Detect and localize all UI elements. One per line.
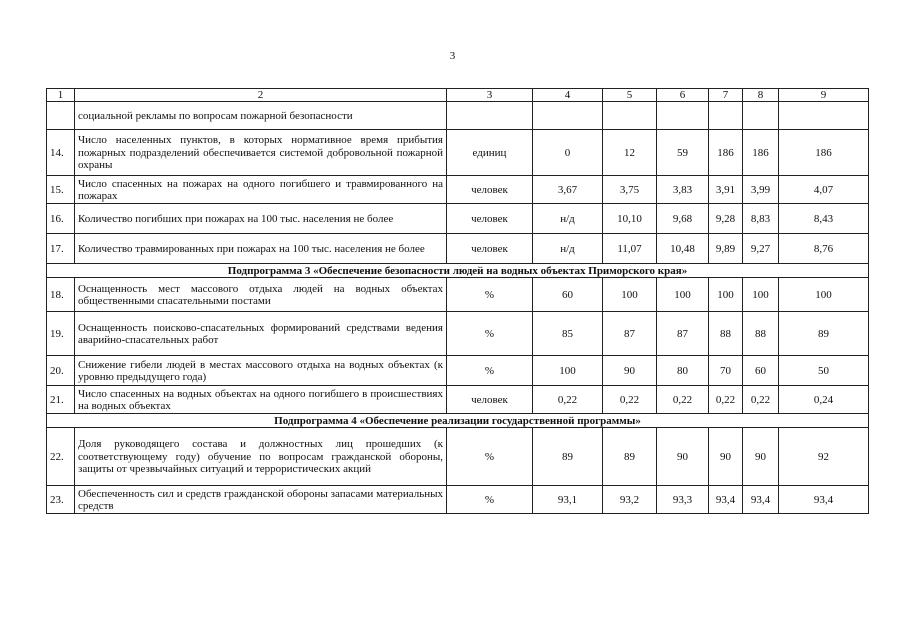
indicator-value: 0,22 [533, 386, 603, 414]
table-row [47, 486, 869, 514]
indicator-value: 85 [533, 312, 603, 356]
column-number: 1 [47, 89, 75, 102]
row-number [47, 102, 75, 130]
indicator-value: 80 [657, 356, 709, 386]
row-number: 22. [47, 428, 75, 486]
indicator-value: 0,22 [603, 386, 657, 414]
indicator-value: 186 [779, 130, 869, 176]
indicator-value: 8,43 [779, 204, 869, 234]
indicator-value: 0 [533, 130, 603, 176]
indicator-value: 60 [743, 356, 779, 386]
indicator-value: 0,24 [779, 386, 869, 414]
indicator-value: 93,4 [743, 486, 779, 514]
indicator-value: 3,75 [603, 176, 657, 204]
indicator-value: 0,22 [657, 386, 709, 414]
column-number: 7 [709, 89, 743, 102]
indicator-value: 0,22 [743, 386, 779, 414]
table-row [47, 312, 869, 356]
subprogram-heading: Подпрограмма 3 «Обеспечение безопасности людей на водных объектах Приморского края» [47, 264, 869, 278]
indicator-value: 0,22 [709, 386, 743, 414]
table-row [47, 130, 869, 176]
subprogram-heading-row [47, 414, 869, 428]
column-number: 8 [743, 89, 779, 102]
row-number: 21. [47, 386, 75, 414]
indicator-name: Обеспеченность сил и средств гражданской обороны запасами материальных средств [75, 486, 447, 514]
row-number: 17. [47, 234, 75, 264]
unit: % [447, 486, 533, 514]
indicator-value: 9,89 [709, 234, 743, 264]
table-row [47, 176, 869, 204]
row-number: 18. [47, 278, 75, 312]
indicator-value: 100 [603, 278, 657, 312]
indicator-value: 100 [533, 356, 603, 386]
unit: % [447, 278, 533, 312]
table-row [47, 234, 869, 264]
indicator-value: 3,67 [533, 176, 603, 204]
unit: % [447, 356, 533, 386]
indicator-value [533, 102, 603, 130]
indicator-value: 186 [743, 130, 779, 176]
indicator-name: Снижение гибели людей в местах массового отдыха на водных объектах (к уровню предыдущего года) [75, 356, 447, 386]
indicator-value: 3,83 [657, 176, 709, 204]
indicator-value: 90 [709, 428, 743, 486]
indicator-value [743, 102, 779, 130]
indicator-name: Число населенных пунктов, в которых нормативное время прибытия пожарных подразделений обеспечивается системой добровольной пожарной охраны [75, 130, 447, 176]
indicator-value: 92 [779, 428, 869, 486]
indicator-value: 100 [779, 278, 869, 312]
indicator-name: Количество погибших при пожарах на 100 тыс. населения не более [75, 204, 447, 234]
row-number: 19. [47, 312, 75, 356]
unit: % [447, 312, 533, 356]
column-number: 2 [75, 89, 447, 102]
indicator-name: Доля руководящего состава и должностных лиц прошедших (к соответствующему году) обучение по вопросам гражданской обороны, защиты от чрезвычайных ситуаций и террористических акций [75, 428, 447, 486]
indicator-value [709, 102, 743, 130]
indicator-name: Число спасенных на водных объектах на одного погибшего в происшествиях на водных объектах [75, 386, 447, 414]
indicator-value: 89 [533, 428, 603, 486]
indicator-value: 70 [709, 356, 743, 386]
indicator-value: н/д [533, 204, 603, 234]
column-number: 5 [603, 89, 657, 102]
unit: % [447, 428, 533, 486]
table-row [47, 278, 869, 312]
indicator-value: 87 [603, 312, 657, 356]
row-number: 14. [47, 130, 75, 176]
row-number: 23. [47, 486, 75, 514]
indicator-value: 10,48 [657, 234, 709, 264]
unit: человек [447, 386, 533, 414]
indicator-value: 9,27 [743, 234, 779, 264]
unit: человек [447, 234, 533, 264]
page-number: 3 [449, 50, 456, 62]
indicators-table [46, 88, 869, 514]
indicator-value: 100 [709, 278, 743, 312]
column-number-row [47, 89, 869, 102]
indicator-value: 186 [709, 130, 743, 176]
indicator-value: 3,91 [709, 176, 743, 204]
indicator-name: Число спасенных на пожарах на одного погибшего и травмированного на пожарах [75, 176, 447, 204]
indicator-value: 50 [779, 356, 869, 386]
unit: единиц [447, 130, 533, 176]
table-row [47, 204, 869, 234]
subprogram-heading-row [47, 264, 869, 278]
indicator-value: 88 [743, 312, 779, 356]
unit: человек [447, 204, 533, 234]
indicator-value: 4,07 [779, 176, 869, 204]
indicator-value: 89 [603, 428, 657, 486]
indicator-value: 93,4 [709, 486, 743, 514]
indicator-value: 93,2 [603, 486, 657, 514]
indicator-value: 11,07 [603, 234, 657, 264]
column-number: 9 [779, 89, 869, 102]
table-row [47, 428, 869, 486]
column-number: 6 [657, 89, 709, 102]
indicator-value [657, 102, 709, 130]
column-number: 3 [447, 89, 533, 102]
table-body [47, 89, 869, 514]
indicator-value: 12 [603, 130, 657, 176]
indicator-value [603, 102, 657, 130]
indicator-value: 10,10 [603, 204, 657, 234]
indicator-value: 3,99 [743, 176, 779, 204]
indicator-value: 9,68 [657, 204, 709, 234]
indicator-value: 87 [657, 312, 709, 356]
indicator-value: 8,76 [779, 234, 869, 264]
indicator-value: 93,1 [533, 486, 603, 514]
indicator-name: Оснащенность поисково-спасательных формирований средствами ведения аварийно-спасательных работ [75, 312, 447, 356]
indicator-value: 8,83 [743, 204, 779, 234]
indicator-value: 90 [743, 428, 779, 486]
indicator-value: 100 [657, 278, 709, 312]
column-number: 4 [533, 89, 603, 102]
indicator-value: 93,3 [657, 486, 709, 514]
indicator-value: 89 [779, 312, 869, 356]
indicator-value: 100 [743, 278, 779, 312]
indicator-name: Количество травмированных при пожарах на 100 тыс. населения не более [75, 234, 447, 264]
table-row [47, 102, 869, 130]
indicator-value: 9,28 [709, 204, 743, 234]
table-row [47, 386, 869, 414]
indicator-value: 90 [603, 356, 657, 386]
indicator-value: 93,4 [779, 486, 869, 514]
indicator-value: 90 [657, 428, 709, 486]
indicator-value: н/д [533, 234, 603, 264]
indicator-name: Оснащенность мест массового отдыха людей на водных объектах общественными спасательными постами [75, 278, 447, 312]
row-number: 16. [47, 204, 75, 234]
table-row [47, 356, 869, 386]
unit [447, 102, 533, 130]
subprogram-heading: Подпрограмма 4 «Обеспечение реализации государственной программы» [47, 414, 869, 428]
row-number: 15. [47, 176, 75, 204]
indicator-value: 60 [533, 278, 603, 312]
indicator-value: 88 [709, 312, 743, 356]
indicator-name: социальной рекламы по вопросам пожарной безопасности [75, 102, 447, 130]
row-number: 20. [47, 356, 75, 386]
unit: человек [447, 176, 533, 204]
indicator-value: 59 [657, 130, 709, 176]
indicator-value [779, 102, 869, 130]
